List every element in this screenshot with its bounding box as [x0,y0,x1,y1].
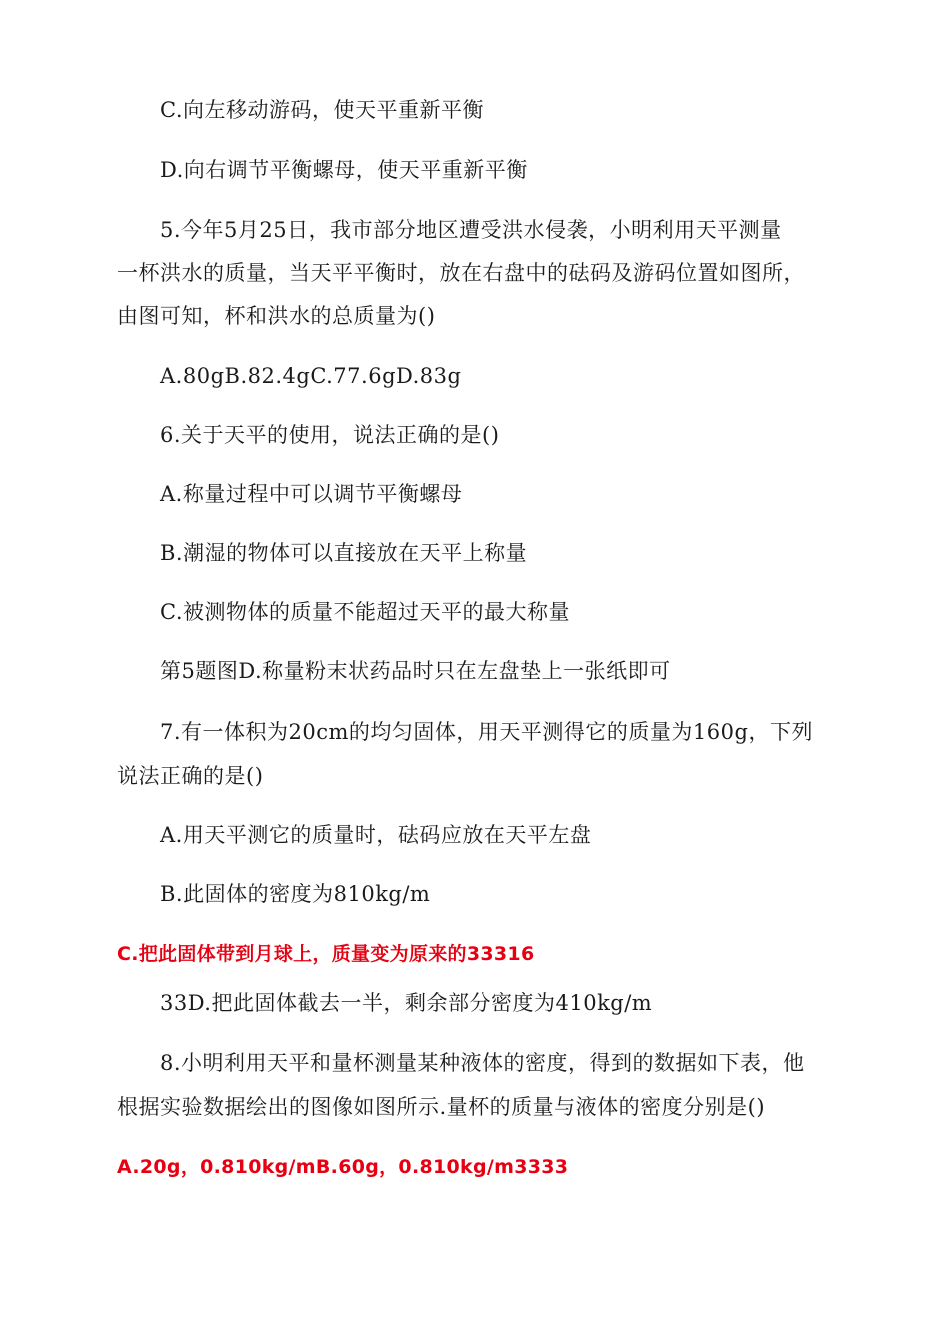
q6-option-c: C.被测物体的质量不能超过天平的最大称量 [160,600,570,624]
q7-option-b: B.此固体的密度为810kg/m [160,882,431,906]
q8-stem-line-2: 根据实验数据绘出的图像如图所示.量杯的质量与液体的密度分别是() [117,1095,766,1119]
q4-option-c: C.向左移动游码，使天平重新平衡 [160,98,484,122]
q7-option-a: A.用天平测它的质量时，砝码应放在天平左盘 [160,823,592,847]
q5-stem-line-2: 一杯洪水的质量，当天平平衡时，放在右盘中的砝码及游码位置如图所， [117,261,805,285]
q7-stem-line-1: 7.有一体积为20cm的均匀固体，用天平测得它的质量为160g，下列 [160,720,813,744]
q4-option-d: D.向右调节平衡螺母，使天平重新平衡 [160,158,528,182]
q7-stem-line-2: 说法正确的是() [117,764,264,788]
q8-stem-line-1: 8.小明利用天平和量杯测量某种液体的密度，得到的数据如下表，他 [160,1051,805,1075]
q7-option-c-highlight: C.把此固体带到月球上，质量变为原来的33316 [117,943,535,965]
q7-option-d: 33D.把此固体截去一半，剩余部分密度为410kg/m [160,991,653,1015]
q6-option-d: 第5题图D.称量粉末状药品时只在左盘垫上一张纸即可 [160,659,671,683]
q5-stem-line-3: 由图可知，杯和洪水的总质量为() [117,304,436,328]
q8-options-highlight: A.20g，0.810kg/mB.60g，0.810kg/m3333 [117,1156,569,1178]
q6-option-b: B.潮湿的物体可以直接放在天平上称量 [160,541,528,565]
q6-option-a: A.称量过程中可以调节平衡螺母 [160,482,463,506]
q5-options: A.80gB.82.4gC.77.6gD.83g [160,364,462,388]
q5-stem-line-1: 5.今年5月25日，我市部分地区遭受洪水侵袭，小明利用天平测量 [160,218,782,242]
q6-stem: 6.关于天平的使用，说法正确的是() [160,423,500,447]
